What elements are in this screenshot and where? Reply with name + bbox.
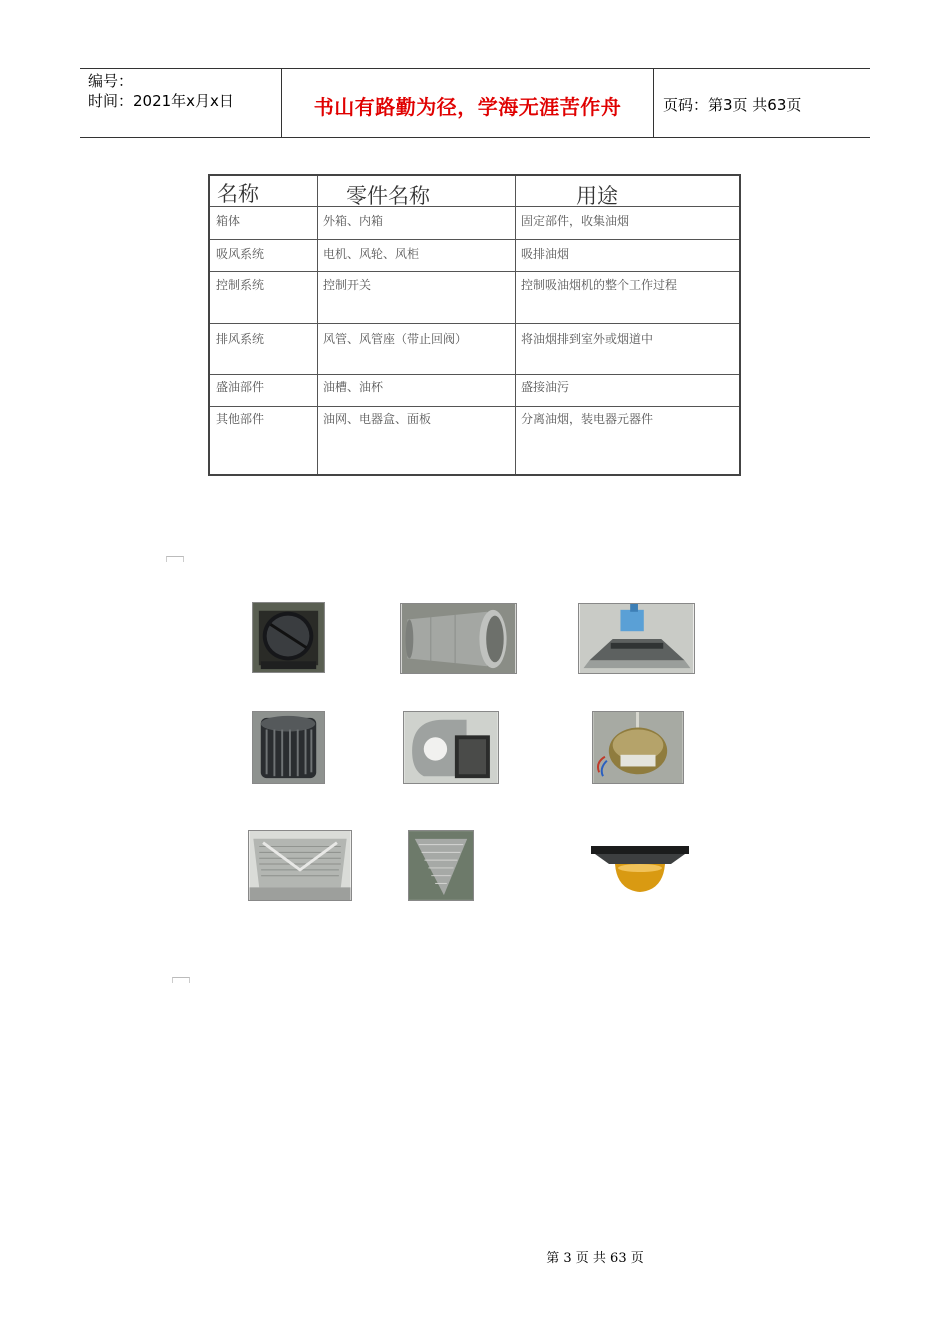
table-cell: 油网、电器盒、面板: [323, 412, 432, 426]
time-label: 时间：2021年x月x日: [88, 92, 234, 110]
table-cell: 风管、风管座（带止回阀）: [323, 332, 468, 346]
column-divider: [515, 176, 516, 474]
oil-mesh-panel-photo: [248, 830, 352, 901]
table-cell: 箱体: [216, 214, 241, 228]
image-placeholder-mark: [172, 977, 190, 983]
table-cell: 吸排油烟: [521, 247, 570, 261]
page-header: [80, 68, 870, 138]
page-footer: 第 3 页 共 63 页: [546, 1251, 644, 1266]
row-divider: [210, 271, 739, 272]
fan-housing-photo: [403, 711, 499, 784]
range-hood-assembly-photo: [578, 603, 695, 674]
table-header-usage: 用途: [576, 184, 618, 208]
header-divider: [653, 69, 654, 137]
row-divider: [210, 206, 739, 207]
table-cell: 控制开关: [323, 278, 372, 292]
duct-pipe-photo: [400, 603, 517, 674]
header-meta: [88, 71, 234, 111]
row-divider: [210, 406, 739, 407]
table-cell: 控制吸油烟机的整个工作过程: [521, 278, 678, 292]
motor-photo: [592, 711, 684, 784]
table-cell: 电机、风轮、风柜: [323, 247, 420, 261]
header-page-info: 页码：第3页 共63页: [663, 96, 802, 114]
table-cell: 盛接油污: [521, 380, 570, 394]
table-cell: 油槽、油杯: [323, 380, 384, 394]
table-cell: 排风系统: [216, 332, 265, 346]
fan-wheel-photo: [252, 711, 325, 784]
table-cell: 固定部件，收集油烟: [521, 214, 630, 228]
table-header-part: 零件名称: [346, 184, 430, 208]
table-cell: 吸风系统: [216, 247, 265, 261]
parts-table: [208, 174, 741, 476]
serial-label: 编号：: [88, 72, 134, 90]
oil-cup-photo: [591, 846, 689, 896]
header-motto: 书山有路勤为径，学海无涯苦作舟: [313, 95, 622, 119]
row-divider: [210, 374, 739, 375]
table-header-name: 名称: [217, 182, 259, 206]
table-cell: 控制系统: [216, 278, 265, 292]
row-divider: [210, 239, 739, 240]
table-cell: 其他部件: [216, 412, 265, 426]
table-cell: 外箱、内箱: [323, 214, 384, 228]
oil-filter-mesh-photo: [408, 830, 474, 901]
check-valve-photo: [252, 602, 325, 673]
table-cell: 盛油部件: [216, 380, 265, 394]
image-placeholder-mark: [166, 556, 184, 562]
table-cell: 将油烟排到室外或烟道中: [521, 332, 654, 346]
column-divider: [317, 176, 318, 474]
table-cell: 分离油烟，装电器元器件: [521, 412, 654, 426]
row-divider: [210, 323, 739, 324]
